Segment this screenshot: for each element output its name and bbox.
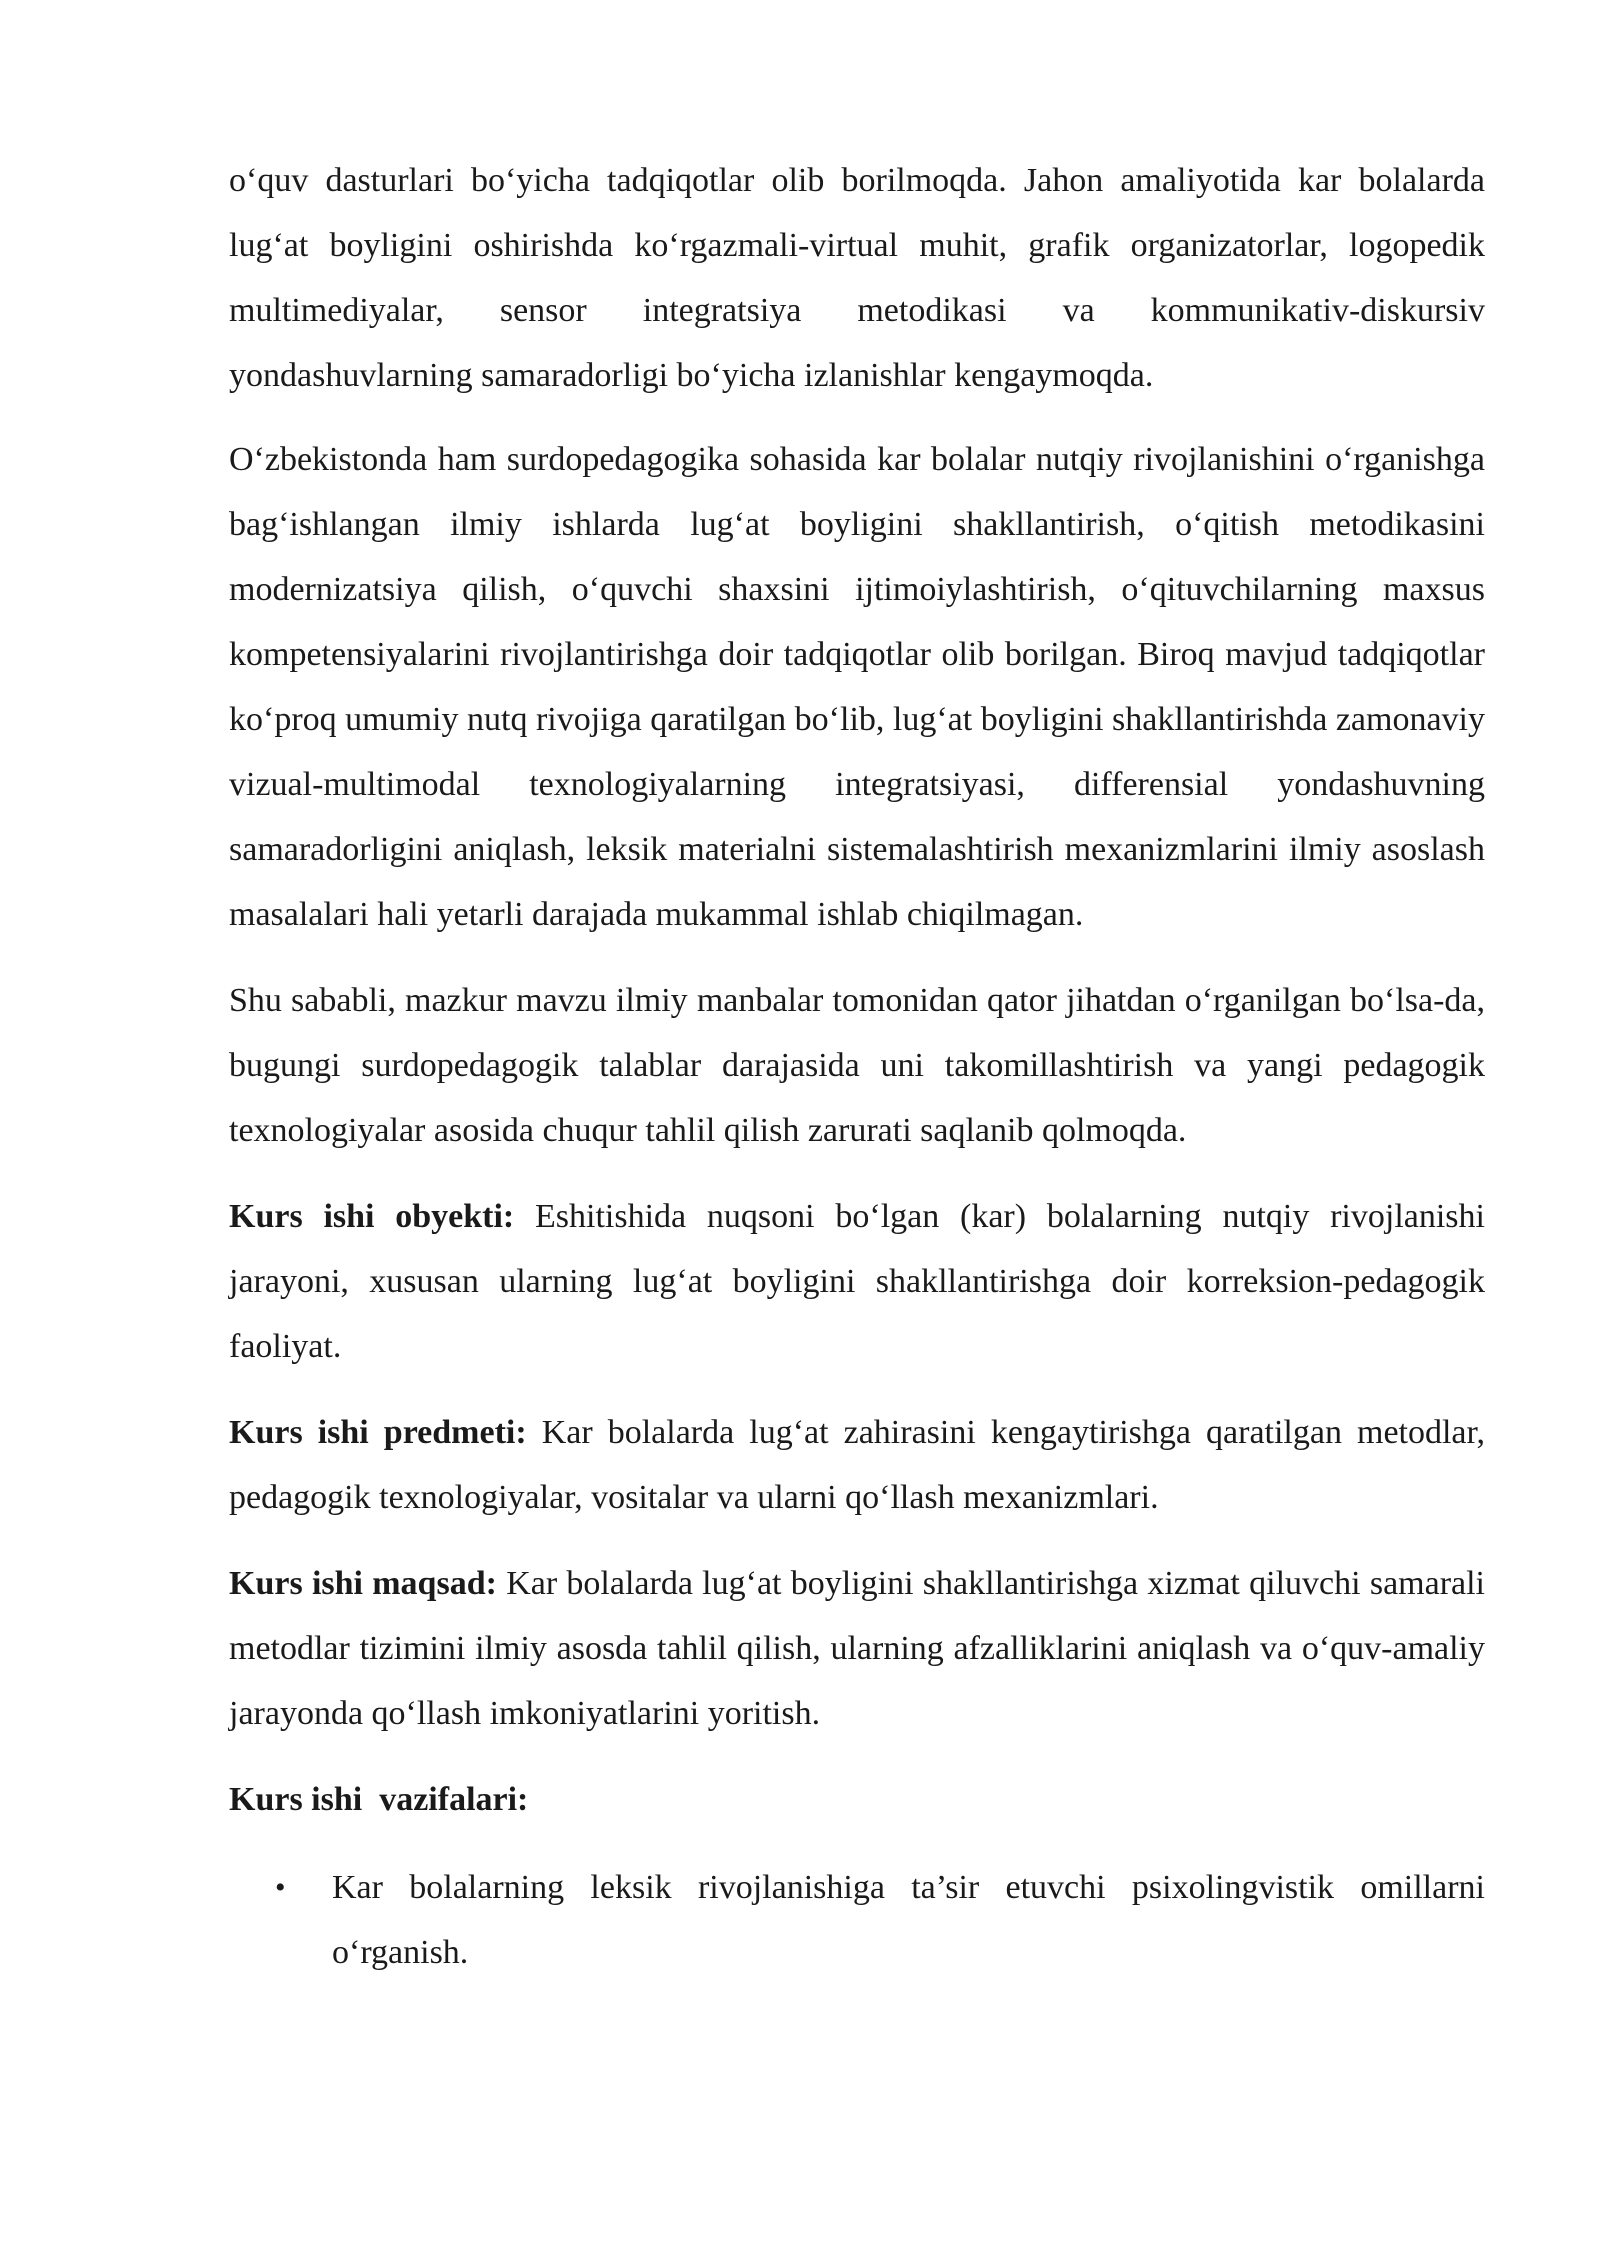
- paragraph-goal: [229, 1551, 1485, 1746]
- goal-text: Kar bolalarda lug‘at boyligini shakllantirishga xizmat qiluvchi samarali metodlar tizimini ilmiy asosda tahlil qilish, ularning afzalliklarini aniqlash va o‘quv-amaliy jarayonda qo‘llash imkoniyatlarini yoritish.: [229, 1565, 1485, 1732]
- object-label: Kurs ishi obyekti:: [229, 1198, 515, 1235]
- paragraph-subject: [229, 1400, 1485, 1530]
- paragraph-uzbekistan-research: O‘zbekistonda ham surdopedagogika sohasida kar bolalar nutqiy rivojlanishini o‘rganishga bag‘ishlangan ilmiy ishlarda lug‘at boyligini shakllantirish, o‘qitish metodikasini modernizatsiya qilish, o‘quvchi shaxsini ijtimoiylashtirish, o‘qituvchilarning maxsus kompetensiyalarini rivojlantirishga doir tadqiqotlar olib borilgan. Biroq mavjud tadqiqotlar ko‘proq umumiy nutq rivojiga qaratilgan bo‘lib, lug‘at boyligini shakllantirishda zamonaviy vizual-multimodal texnologiyalarning integratsiyasi, differensial yondashuvning samaradorligini aniqlash, leksik materialni sistemalashtirish mexanizmlarini ilmiy asoslash masalalari hali yetarli darajada mukammal ishlab chiqilmagan.: [229, 441, 1485, 933]
- paragraph-object: [229, 1184, 1485, 1379]
- object-text: Eshitishida nuqsoni bo‘lgan (kar) bolalarning nutqiy rivojlanishi jarayoni, xususan ularning lug‘at boyligini shakllantirishga doir korreksion-pedagogik faoliyat.: [229, 1198, 1485, 1365]
- bullet-icon: •: [275, 1871, 286, 1904]
- subject-text: Kar bolalarda lug‘at zahirasini kengaytirishga qaratilgan metodlar, pedagogik texnologiyalar, vositalar va ularni qo‘llash mexanizmlari.: [229, 1414, 1485, 1516]
- list-item: [229, 1855, 1485, 1985]
- subject-label: Kurs ishi predmeti:: [229, 1414, 527, 1451]
- goal-label: Kurs ishi maqsad:: [229, 1565, 497, 1602]
- tasks-list: [229, 1855, 1485, 1985]
- tasks-heading: Kurs ishi vazifalari:: [229, 1781, 529, 1818]
- paragraph-relevance: Shu sababli, mazkur mavzu ilmiy manbalar tomonidan qator jihatdan o‘rganilgan bo‘lsa-da, bugungi surdopedagogik talablar darajasida uni takomillashtirish va yangi pedagogik texnologiyalar asosida chuqur tahlil qilish zarurati saqlanib qolmoqda.: [229, 982, 1485, 1149]
- paragraph-intro-continued: o‘quv dasturlari bo‘yicha tadqiqotlar olib borilmoqda. Jahon amaliyotida kar bolalarda lug‘at boyligini oshirishda ko‘rgazmali-virtual muhit, grafik organizatorlar, logopedik multimediyalar, sensor integratsiya metodikasi va kommunikativ-diskursiv yondashuvlarning samaradorligi bo‘yicha izlanishlar kengaymoqda.: [229, 162, 1485, 394]
- task-item-text: Kar bolalarning leksik rivojlanishiga ta’sir etuvchi psixolingvistik omillarni o‘rganish.: [332, 1869, 1485, 1971]
- page-body: [229, 148, 1485, 1985]
